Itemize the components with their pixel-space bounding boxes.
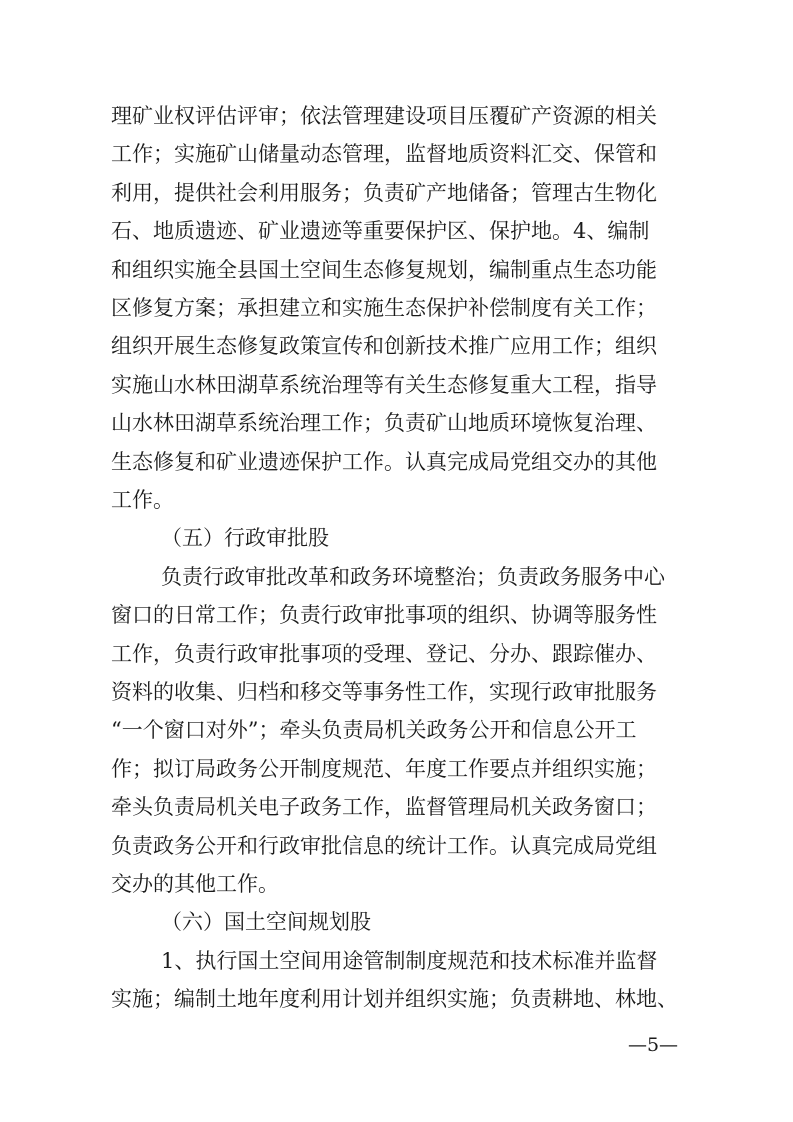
section-heading	[0, 520, 793, 556]
text-line	[0, 981, 793, 1017]
text-line	[0, 789, 793, 825]
text-line-content: 工作，负责行政审批事项的受理、登记、分办、跟踪催办、	[111, 642, 657, 666]
text-line	[0, 213, 793, 249]
text-line	[0, 367, 793, 403]
text-line-content: 石、地质遗迹、矿业遗迹等重要保护区、保护地。4、编制	[111, 219, 650, 243]
text-line	[0, 866, 793, 902]
text-line	[0, 175, 793, 211]
text-line-content: 组织开展生态修复政策宣传和创新技术推广应用工作；组织	[111, 334, 657, 358]
text-line	[0, 328, 793, 364]
text-line	[0, 559, 793, 595]
text-line-content: 1、执行国土空间用途管制制度规范和技术标准并监督	[161, 949, 658, 973]
text-line-content: 工作。	[111, 488, 174, 512]
text-line-content: 利用，提供社会利用服务；负责矿产地储备；管理古生物化	[111, 181, 657, 205]
text-line-content: 理矿业权评估评审；依法管理建设项目压覆矿产资源的相关	[111, 104, 657, 128]
text-line-content: 区修复方案；承担建立和实施生态保护补偿制度有关工作；	[111, 296, 657, 320]
text-line-content: 窗口的日常工作；负责行政审批事项的组织、协调等服务性	[111, 603, 657, 627]
section-heading-text: （六）国土空间规划股	[161, 910, 371, 934]
text-line	[0, 136, 793, 172]
text-line-content: 山水林田湖草系统治理工作；负责矿山地质环境恢复治理、	[111, 411, 657, 435]
text-line	[0, 674, 793, 710]
text-line-content: 作；拟订局政务公开制度规范、年度工作要点并组织实施；	[111, 757, 657, 781]
page-number: —5—	[627, 1034, 679, 1056]
text-line	[0, 482, 793, 518]
text-line-content: 和组织实施全县国土空间生态修复规划，编制重点生态功能	[111, 258, 657, 282]
text-line-content: 负责行政审批改革和政务环境整治；负责政务服务中心	[161, 565, 665, 589]
text-line	[0, 943, 793, 979]
text-line-content: 生态修复和矿业遗迹保护工作。认真完成局党组交办的其他	[111, 450, 657, 474]
text-line	[0, 405, 793, 441]
text-line-content: 牵头负责局机关电子政务工作，监督管理局机关政务窗口；	[111, 795, 657, 819]
section-heading	[0, 904, 793, 940]
text-line	[0, 712, 793, 748]
text-line-content: 实施山水林田湖草系统治理等有关生态修复重大工程，指导	[111, 373, 657, 397]
text-line-content: “一个窗口对外”；牵头负责局机关政务公开和信息公开工	[111, 718, 637, 742]
text-line	[0, 751, 793, 787]
text-line	[0, 290, 793, 326]
text-line	[0, 828, 793, 864]
text-line-content: 实施；编制土地年度利用计划并组织实施；负责耕地、林地、	[111, 987, 678, 1011]
text-line	[0, 597, 793, 633]
text-line-content: 资料的收集、归档和移交等事务性工作，实现行政审批服务	[111, 680, 657, 704]
text-line-content: 负责政务公开和行政审批信息的统计工作。认真完成局党组	[111, 834, 657, 858]
text-line-content: 工作；实施矿山储量动态管理，监督地质资料汇交、保管和	[111, 142, 657, 166]
text-line	[0, 636, 793, 672]
text-line	[0, 98, 793, 134]
text-line	[0, 444, 793, 480]
section-heading-text: （五）行政审批股	[161, 526, 329, 550]
text-line-content: 交办的其他工作。	[111, 872, 279, 896]
text-line	[0, 252, 793, 288]
